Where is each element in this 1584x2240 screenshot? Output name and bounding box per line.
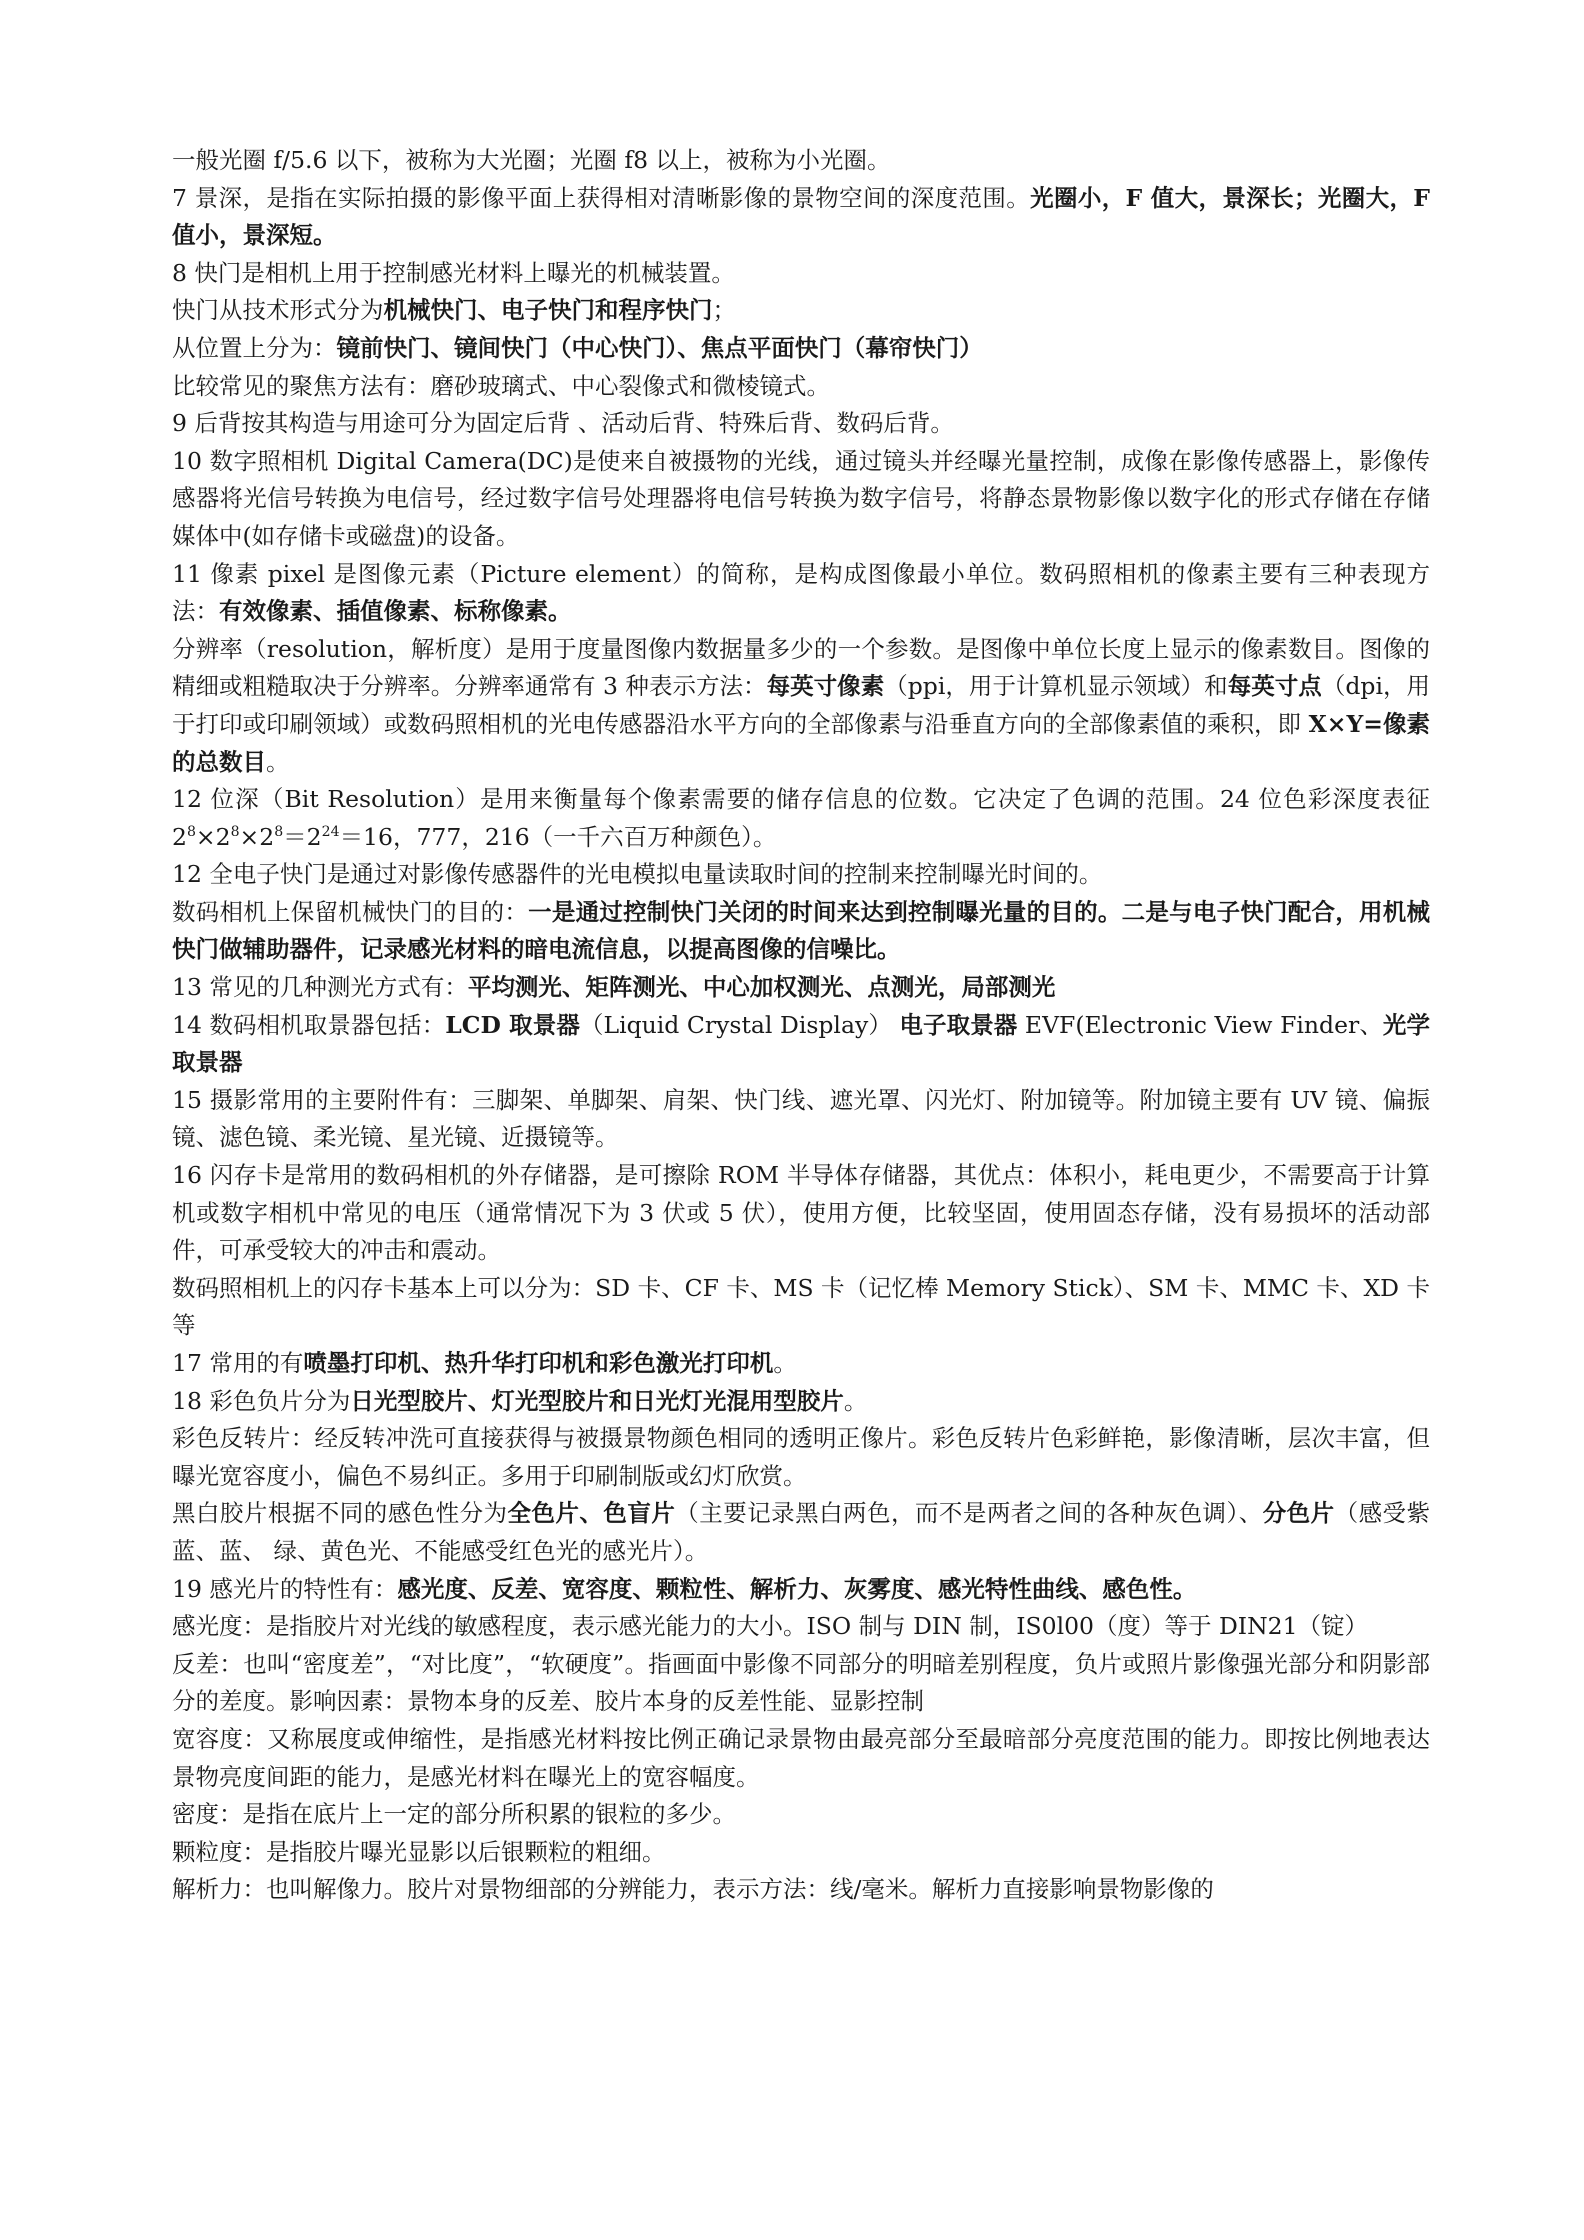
superscript-text: 8 bbox=[274, 823, 284, 840]
paragraph bbox=[172, 631, 1430, 781]
paragraph bbox=[172, 556, 1430, 631]
paragraph bbox=[172, 1157, 1430, 1270]
paragraph bbox=[172, 894, 1430, 969]
text-run: 快门从技术形式分为 bbox=[172, 296, 384, 325]
text-run: 密度：是指在底片上一定的部分所积累的银粒的多少。 bbox=[172, 1800, 736, 1829]
paragraph bbox=[172, 255, 1430, 293]
text-run: 8 快门是相机上用于控制感光材料上曝光的机械装置。 bbox=[172, 258, 735, 287]
bold-text: X×Y=像素的总数目 bbox=[172, 709, 1431, 776]
paragraph bbox=[172, 781, 1430, 856]
text-run: 13 常见的几种测光方式有： bbox=[172, 973, 468, 1002]
bold-text: 光学取景器 bbox=[172, 1010, 1431, 1077]
paragraph bbox=[172, 405, 1430, 443]
superscript-text: 24 bbox=[321, 823, 340, 840]
paragraph bbox=[172, 1420, 1430, 1495]
text-run: 12 位深（Bit Resolution）是用来衡量每个像素需要的储存信息的位数。它决定了色调的范围。24 位色彩深度表征 2 bbox=[172, 785, 1430, 851]
text-run: 颗粒度：是指胶片曝光显影以后银颗粒的粗细。 bbox=[172, 1837, 666, 1866]
paragraph bbox=[172, 180, 1430, 255]
bold-text: 喷墨打印机、热升华打印机和彩色激光打印机 bbox=[303, 1349, 774, 1377]
text-run: 一般光圈 f/5.6 以下，被称为大光圈；光圈 f8 以上，被称为小光圈。 bbox=[172, 146, 891, 174]
bold-text: 每英寸像素 bbox=[766, 672, 885, 701]
bold-text: LCD 取景器 bbox=[445, 1010, 580, 1039]
paragraph bbox=[172, 856, 1430, 894]
text-run: （感受紫蓝、蓝、 绿、黄色光、不能感受红色光的感光片）。 bbox=[172, 1499, 1431, 1565]
bold-text: 平均测光、矩阵测光、中心加权测光、点测光，局部测光 bbox=[467, 973, 1056, 1002]
bold-text: 机械快门、电子快门和程序快门 bbox=[383, 296, 713, 325]
paragraph bbox=[172, 969, 1430, 1007]
bold-text: 镜前快门、镜间快门（中心快门）、焦点平面快门（幕帘快门） bbox=[336, 333, 983, 362]
paragraph bbox=[172, 330, 1430, 368]
text-run: 。 bbox=[843, 1386, 868, 1415]
superscript-text: 8 bbox=[186, 823, 196, 840]
bold-text: 光圈小，F 值大，景深长；光圈大，F 值小，景深短。 bbox=[172, 183, 1430, 250]
text-run: （主要记录黑白两色，而不是两者之间的各种灰色调）、 bbox=[675, 1499, 1263, 1528]
text-run: 18 彩色负片分为 bbox=[172, 1386, 351, 1415]
text-run: （ppi，用于计算机显示领域）和 bbox=[884, 672, 1228, 701]
text-run: 11 像素 pixel 是图像元素（Picture element）的简称，是构成图像最小单位。数码照相机的像素主要有三种表现方法： bbox=[172, 559, 1430, 626]
bold-text: 有效像素、插值像素、标称像素。 bbox=[219, 597, 572, 626]
text-run: ＝2 bbox=[283, 822, 322, 851]
text-run: 17 常用的有 bbox=[172, 1349, 304, 1377]
text-run: ＝16，777，216（一千六百万种颜色）。 bbox=[339, 822, 777, 851]
text-run: 14 数码相机取景器包括： bbox=[172, 1010, 446, 1039]
bold-text: 全色片、色盲片 bbox=[507, 1499, 676, 1528]
text-run: 10 数字照相机 Digital Camera(DC)是使来自被摄物的光线，通过镜头并经曝光量控制，成像在影像传感器上，影像传感器将光信号转换为电信号，经过数字信号处理器将电信号转换为数字信号，将静态景物影像以数字化的形式存储在存储媒体中(如存储卡或磁盘)的设备。 bbox=[172, 446, 1430, 550]
text-run: 感光度：是指胶片对光线的敏感程度，表示感光能力的大小。ISO 制与 DIN 制，IS0l00（度）等于 DIN21（锭） bbox=[172, 1612, 1369, 1641]
bold-text: 电子取景器 bbox=[899, 1010, 1018, 1039]
paragraph bbox=[172, 1007, 1430, 1082]
bold-text: 日光型胶片、灯光型胶片和日光灯光混用型胶片 bbox=[350, 1386, 844, 1415]
paragraph bbox=[172, 1871, 1430, 1909]
text-run: 从位置上分为： bbox=[172, 333, 337, 362]
text-run: 黑白胶片根据不同的感色性分为 bbox=[172, 1499, 508, 1528]
text-run: ； bbox=[712, 296, 736, 325]
paragraph bbox=[172, 1270, 1430, 1345]
text-run: （Liquid Crystal Display） bbox=[579, 1010, 900, 1039]
text-run: 反差：也叫“密度差”，“对比度”，“软硬度”。指画面中影像不同部分的明暗差别程度，负片或照片影像强光部分和阴影部分的差度。影响因素：景物本身的反差、胶片本身的反差性能、显影控制 bbox=[172, 1649, 1430, 1716]
paragraph bbox=[172, 1796, 1430, 1834]
text-run: 。 bbox=[266, 747, 290, 776]
paragraph bbox=[172, 1646, 1430, 1721]
paragraph bbox=[172, 1495, 1430, 1570]
text-run: 12 全电子快门是通过对影像传感器件的光电模拟电量读取时间的控制来控制曝光时间的。 bbox=[172, 860, 1103, 889]
bold-text: 一是通过控制快门关闭的时间来达到控制曝光量的目的。二是与电子快门配合，用机械快门做辅助器件，记录感光材料的暗电流信息，以提高图像的信噪比。 bbox=[172, 897, 1431, 964]
text-run: 解析力：也叫解像力。胶片对景物细部的分辨能力，表示方法：线/毫米。解析力直接影响景物影像的 bbox=[172, 1875, 1214, 1904]
text-run: 7 景深，是指在实际拍摄的影像平面上获得相对清晰影像的景物空间的深度范围。 bbox=[172, 183, 1031, 212]
paragraph bbox=[172, 1571, 1430, 1609]
text-run: ×2 bbox=[239, 822, 275, 851]
paragraph bbox=[172, 1834, 1430, 1872]
text-run: 分辨率（resolution，解析度）是用于度量图像内数据量多少的一个参数。是图像中单位长度上显示的像素数目。图像的精细或粗糙取决于分辨率。分辨率通常有 3 种表示方法： bbox=[172, 634, 1430, 701]
bold-text: 感光度、反差、宽容度、颗粒性、解析力、灰雾度、感光特性曲线、感色性。 bbox=[397, 1574, 1197, 1603]
text-run: 比较常见的聚焦方法有：磨砂玻璃式、中心裂像式和微棱镜式。 bbox=[172, 371, 830, 400]
text-run: 15 摄影常用的主要附件有：三脚架、单脚架、肩架、快门线、遮光罩、闪光灯、附加镜等。附加镜主要有 UV 镜、偏振镜、滤色镜、柔光镜、星光镜、近摄镜等。 bbox=[172, 1085, 1430, 1152]
superscript-text: 8 bbox=[230, 823, 240, 840]
text-run: 。 bbox=[773, 1349, 797, 1377]
text-run: 16 闪存卡是常用的数码相机的外存储器，是可擦除 ROM 半导体存储器，其优点：体积小，耗电更少，不需要高于计算机或数字相机中常见的电压（通常情况下为 3 伏或 5 伏），使用方便，比较坚固，使用固态存储，没有易损坏的活动部件，可承受较大的冲击和震动。 bbox=[172, 1161, 1430, 1265]
text-run: 9 后背按其构造与用途可分为固定后背 、活动后背、特殊后背、数码后背。 bbox=[172, 409, 954, 438]
text-run: 数码相机上保留机械快门的目的： bbox=[172, 897, 529, 926]
document-body bbox=[172, 142, 1430, 1909]
text-run: 数码照相机上的闪存卡基本上可以分为：SD 卡、CF 卡、MS 卡（记忆棒 Memory Stick）、SM 卡、MMC 卡、XD 卡等 bbox=[172, 1273, 1430, 1340]
text-run: 彩色反转片：经反转冲洗可直接获得与被摄景物颜色相同的透明正像片。彩色反转片色彩鲜艳，影像清晰，层次丰富，但曝光宽容度小，偏色不易纠正。多用于印刷制版或幻灯欣赏。 bbox=[172, 1424, 1430, 1490]
text-run: 宽容度：又称展度或伸缩性，是指感光材料按比例正确记录景物由最亮部分至最暗部分亮度范围的能力。即按比例地表达景物亮度间距的能力，是感光材料在曝光上的宽容幅度。 bbox=[172, 1724, 1430, 1791]
text-run: （dpi，用于打印或印刷领域）或数码照相机的光电传感器沿水平方向的全部像素与沿垂直方向的全部像素值的乘积，即 bbox=[172, 672, 1431, 738]
paragraph bbox=[172, 443, 1430, 556]
text-run: EVF(Electronic View Finder、 bbox=[1017, 1010, 1383, 1039]
paragraph bbox=[172, 292, 1430, 330]
paragraph bbox=[172, 1608, 1430, 1646]
paragraph bbox=[172, 1082, 1430, 1157]
text-run: 19 感光片的特性有： bbox=[172, 1574, 398, 1603]
paragraph bbox=[172, 1345, 1430, 1383]
paragraph bbox=[172, 1721, 1430, 1796]
paragraph bbox=[172, 368, 1430, 406]
paragraph bbox=[172, 1383, 1430, 1421]
bold-text: 分色片 bbox=[1262, 1499, 1335, 1528]
bold-text: 每英寸点 bbox=[1227, 672, 1322, 701]
paragraph bbox=[172, 142, 1430, 180]
text-run: ×2 bbox=[195, 822, 231, 851]
